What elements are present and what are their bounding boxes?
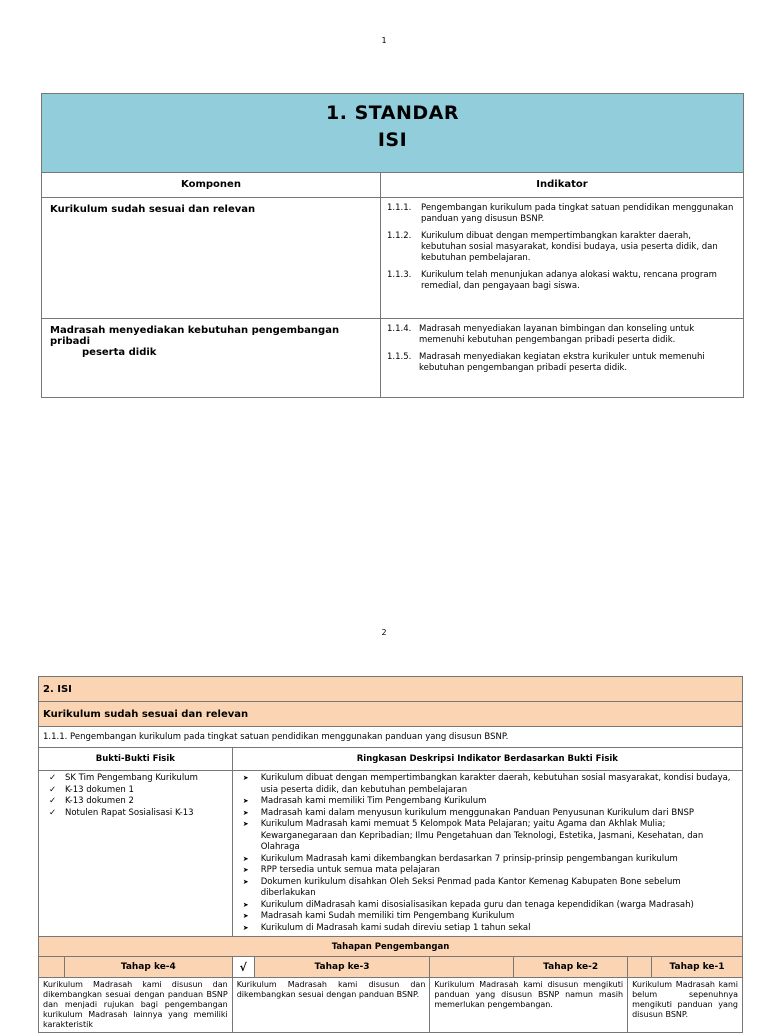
page-number-2: 2 xyxy=(381,628,387,637)
bukti-item: ✓ K-13 dokumen 2 xyxy=(43,796,228,808)
tahap-4-header: Tahap ke-4 xyxy=(64,957,232,978)
bukti-item: ✓ K-13 dokumen 1 xyxy=(43,785,228,797)
tahap-2-check-cell xyxy=(430,957,514,978)
page-number-1: 1 xyxy=(381,36,387,45)
ringkasan-item: ➤ Kurikulum dibuat dengan mempertimbangkan karakter daerah, kebutuhan sosial masyarakat, kondisi budaya, usia peserta didik, dan kebutuhan pembelajaran xyxy=(237,773,738,796)
indikator-cell xyxy=(381,198,744,319)
ringkasan-item: ➤ Kurikulum Madrasah kami memuat 5 Kelompok Mata Pelajaran; yaitu Agama dan Akhlak Mulia; Kewarganegaraan dan Kepribadian; Ilmu Pengetahuan dan Teknologi, Estetika, Jasmani, Kesehatan, dan Olahraga xyxy=(237,819,738,854)
col-ringkasan-header: Ringkasan Deskripsi Indikator Berdasarkan Bukti Fisik xyxy=(232,748,742,771)
tahap-2-header: Tahap ke-2 xyxy=(514,957,628,978)
standard-title: 1. STANDAR ISI xyxy=(42,94,744,173)
subsection-title: Kurikulum sudah sesuai dan relevan xyxy=(39,702,743,727)
ringkasan-item: ➤ Madrasah kami dalam menyusun kurikulum menggunakan Panduan Penyusunan Kurikulum dari BNSP xyxy=(237,808,738,820)
indicator-item: 1.1.1. Pengembangan kurikulum pada tingkat satuan pendidikan menggunakan panduan yang disusun BSNP. xyxy=(387,203,734,224)
tahap-4-check-cell xyxy=(39,957,65,978)
standar-isi-table xyxy=(41,93,744,398)
indicator-item: 1.1.2. Kurikulum dibuat dengan mempertimbangkan karakter daerah, kebutuhan sosial masyarakat, kondisi budaya, usia peserta didik, dan kebutuhan pembelajaran. xyxy=(387,231,718,263)
tahap-1-check-cell xyxy=(628,957,652,978)
indicator-item: 1.1.4. Madrasah menyediakan layanan bimbingan dan konseling untuk memenuhi kebutuhan pengembangan pribadi peserta didik. xyxy=(387,324,695,345)
tahap-4-desc: Kurikulum Madrasah kami disusun dan dikembangkan sesuai dengan panduan BSNP dan menjadi rujukan bagi pengembangan kurikulum Madrasah lainnya yang memiliki karakteristik xyxy=(39,978,233,1033)
indicator-item: 1.1.5. Madrasah menyediakan kegiatan ekstra kurikuler untuk memenuhi kebutuhan pengembangan pribadi peserta didik. xyxy=(387,352,705,373)
col-indikator-header: Indikator xyxy=(381,173,744,198)
check-mark-icon: √ xyxy=(239,960,247,974)
ringkasan-item: ➤ Kurikulum di Madrasah kami sudah direviu setiap 1 tahun sekal xyxy=(237,923,738,935)
tahap-1-desc: Kurikulum Madrasah kami belum sepenuhnya mengikuti panduan yang disusun BSNP. xyxy=(628,978,743,1033)
tahap-3-check-cell xyxy=(232,957,254,978)
isi-detail-table xyxy=(38,676,743,1033)
bukti-item: ✓ SK Tim Pengembang Kurikulum xyxy=(43,773,228,785)
ringkasan-item: ➤ Kurikulum diMadrasah kami disosialisasikan kepada guru dan tenaga kependidikan (warga Madrasah) xyxy=(237,900,738,912)
ringkasan-item: ➤ Kurikulum Madrasah kami dikembangkan berdasarkan 7 prinsip-prinsip pengembangan kurikulum xyxy=(237,854,738,866)
tahap-2-desc: Kurikulum Madrasah kami disusun mengikuti panduan yang disusun BSNP namun masih memerlukan pengembangan. xyxy=(430,978,628,1033)
tahap-3-desc: Kurikulum Madrasah kami disusun dan dikembangkan sesuai dengan panduan BSNP. xyxy=(232,978,430,1033)
ringkasan-cell xyxy=(232,771,742,937)
komponen-cell: Kurikulum sudah sesuai dan relevan xyxy=(42,198,381,319)
col-komponen-header: Komponen xyxy=(42,173,381,198)
indikator-cell xyxy=(381,319,744,398)
section-title: 2. ISI xyxy=(39,677,743,702)
ringkasan-item: ➤ RPP tersedia untuk semua mata pelajaran xyxy=(237,865,738,877)
tahapan-title: Tahapan Pengembangan xyxy=(39,937,743,957)
tahap-1-header: Tahap ke-1 xyxy=(652,957,743,978)
bukti-cell xyxy=(39,771,233,937)
bukti-item: ✓ Notulen Rapat Sosialisasi K-13 xyxy=(43,808,228,820)
komponen-cell: Madrasah menyediakan kebutuhan pengembangan pribadi peserta didik xyxy=(42,319,381,398)
ringkasan-item: ➤ Dokumen kurikulum disahkan Oleh Seksi Penmad pada Kantor Kemenag Kabupaten Bone sebelum diberlakukan xyxy=(237,877,738,900)
ringkasan-item: ➤ Madrasah kami Sudah memiliki tim Pengembang Kurikulum xyxy=(237,911,738,923)
col-bukti-header: Bukti-Bukti Fisik xyxy=(39,748,233,771)
ringkasan-item: ➤ Madrasah kami memiliki Tim Pengembang Kurikulum xyxy=(237,796,738,808)
tahap-3-header: Tahap ke-3 xyxy=(254,957,430,978)
indicator-item: 1.1.3. Kurikulum telah menunjukan adanya alokasi waktu, rencana program remedial, dan pengayaan bagi siswa. xyxy=(387,270,717,291)
indicator-row: 1.1.1. Pengembangan kurikulum pada tingkat satuan pendidikan menggunakan panduan yang disusun BSNP. xyxy=(39,727,743,748)
